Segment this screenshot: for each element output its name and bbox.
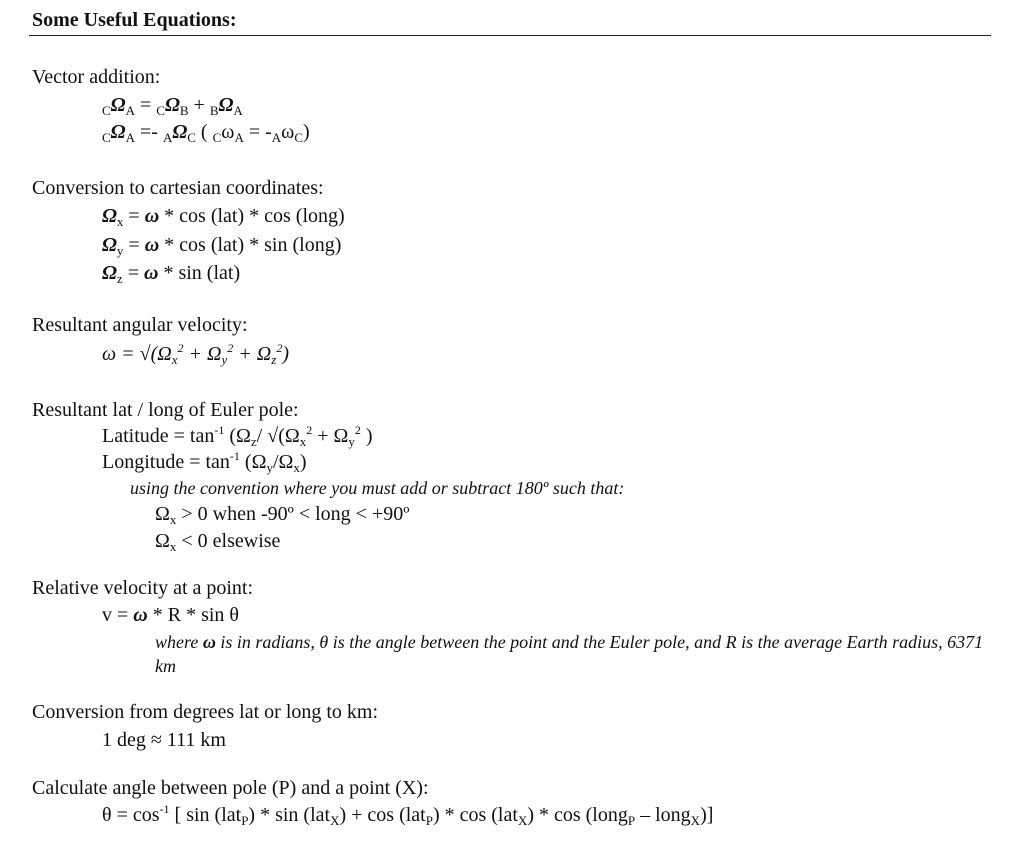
condition-negative: $\Omega_x < 0$ elsewise xyxy=(155,530,281,554)
relative-velocity-equation: v = ω * R * sin θ xyxy=(102,604,240,626)
longitude-equation: Longitude = $\tan^{-1} (\Omega_y/\Omega_x)$ xyxy=(102,449,307,475)
latitude-equation: Latitude = $\tan^{-1} (\Omega_z/$ $√(\Omega_x^2 + \Omega_y^2$ ) xyxy=(102,423,373,449)
resultant-velocity-heading: Resultant angular velocity: xyxy=(32,314,248,336)
angle-equation: $\theta = \cos^{-1}$ [ sin (lat$_P$) * sin (lat$_X$) + cos (lat$_P$) * cos (lat$_X$) * cos (long$_P$ – long$_X$)] xyxy=(102,802,714,828)
convention-note: using the convention where you must add or subtract 180º such that: xyxy=(130,478,625,498)
relative-velocity-note: where ω is in radians, θ is the angle between the point and the Euler pole, and R is the average Earth radius, 6371 km xyxy=(155,632,984,676)
cartesian-x-equation: $\Omega_x = \omega * \cos (lat) * \cos$ (long) xyxy=(102,205,345,229)
vector-addition-eq2: $_C\Omega_A =- _A\Omega_C$ ( $_C\omega_A = -_A\omega_C$) xyxy=(102,121,310,145)
conversion-km-equation: 1 deg ≈ 111 km xyxy=(102,729,226,751)
title-divider xyxy=(29,35,991,36)
euler-pole-heading: Resultant lat / long of Euler pole: xyxy=(32,399,299,421)
cartesian-heading: Conversion to cartesian coordinates: xyxy=(32,177,324,199)
vector-addition-eq1: $_C\Omega_A = _C\Omega_B + _B\Omega_A$ xyxy=(102,94,243,118)
conversion-km-heading: Conversion from degrees lat or long to km: xyxy=(32,701,379,723)
resultant-velocity-equation: $\omega = √(\Omega_x^2 + \Omega_y^2 + \Omega_z^2)$ xyxy=(102,341,289,367)
page-title: Some Useful Equations: xyxy=(32,9,237,31)
cartesian-z-equation: $\Omega_z = \omega * \sin (lat)$ xyxy=(102,262,241,286)
cartesian-y-equation: $\Omega_y = \omega * \cos (lat) * \sin$ (long) xyxy=(102,234,342,258)
vector-addition-heading: Vector addition: xyxy=(32,66,161,88)
condition-positive: $\Omega_x > 0$ when -90º < long < +90º xyxy=(155,503,410,527)
angle-heading: Calculate angle between pole (P) and a point (X): xyxy=(32,777,429,799)
relative-velocity-heading: Relative velocity at a point: xyxy=(32,577,254,599)
